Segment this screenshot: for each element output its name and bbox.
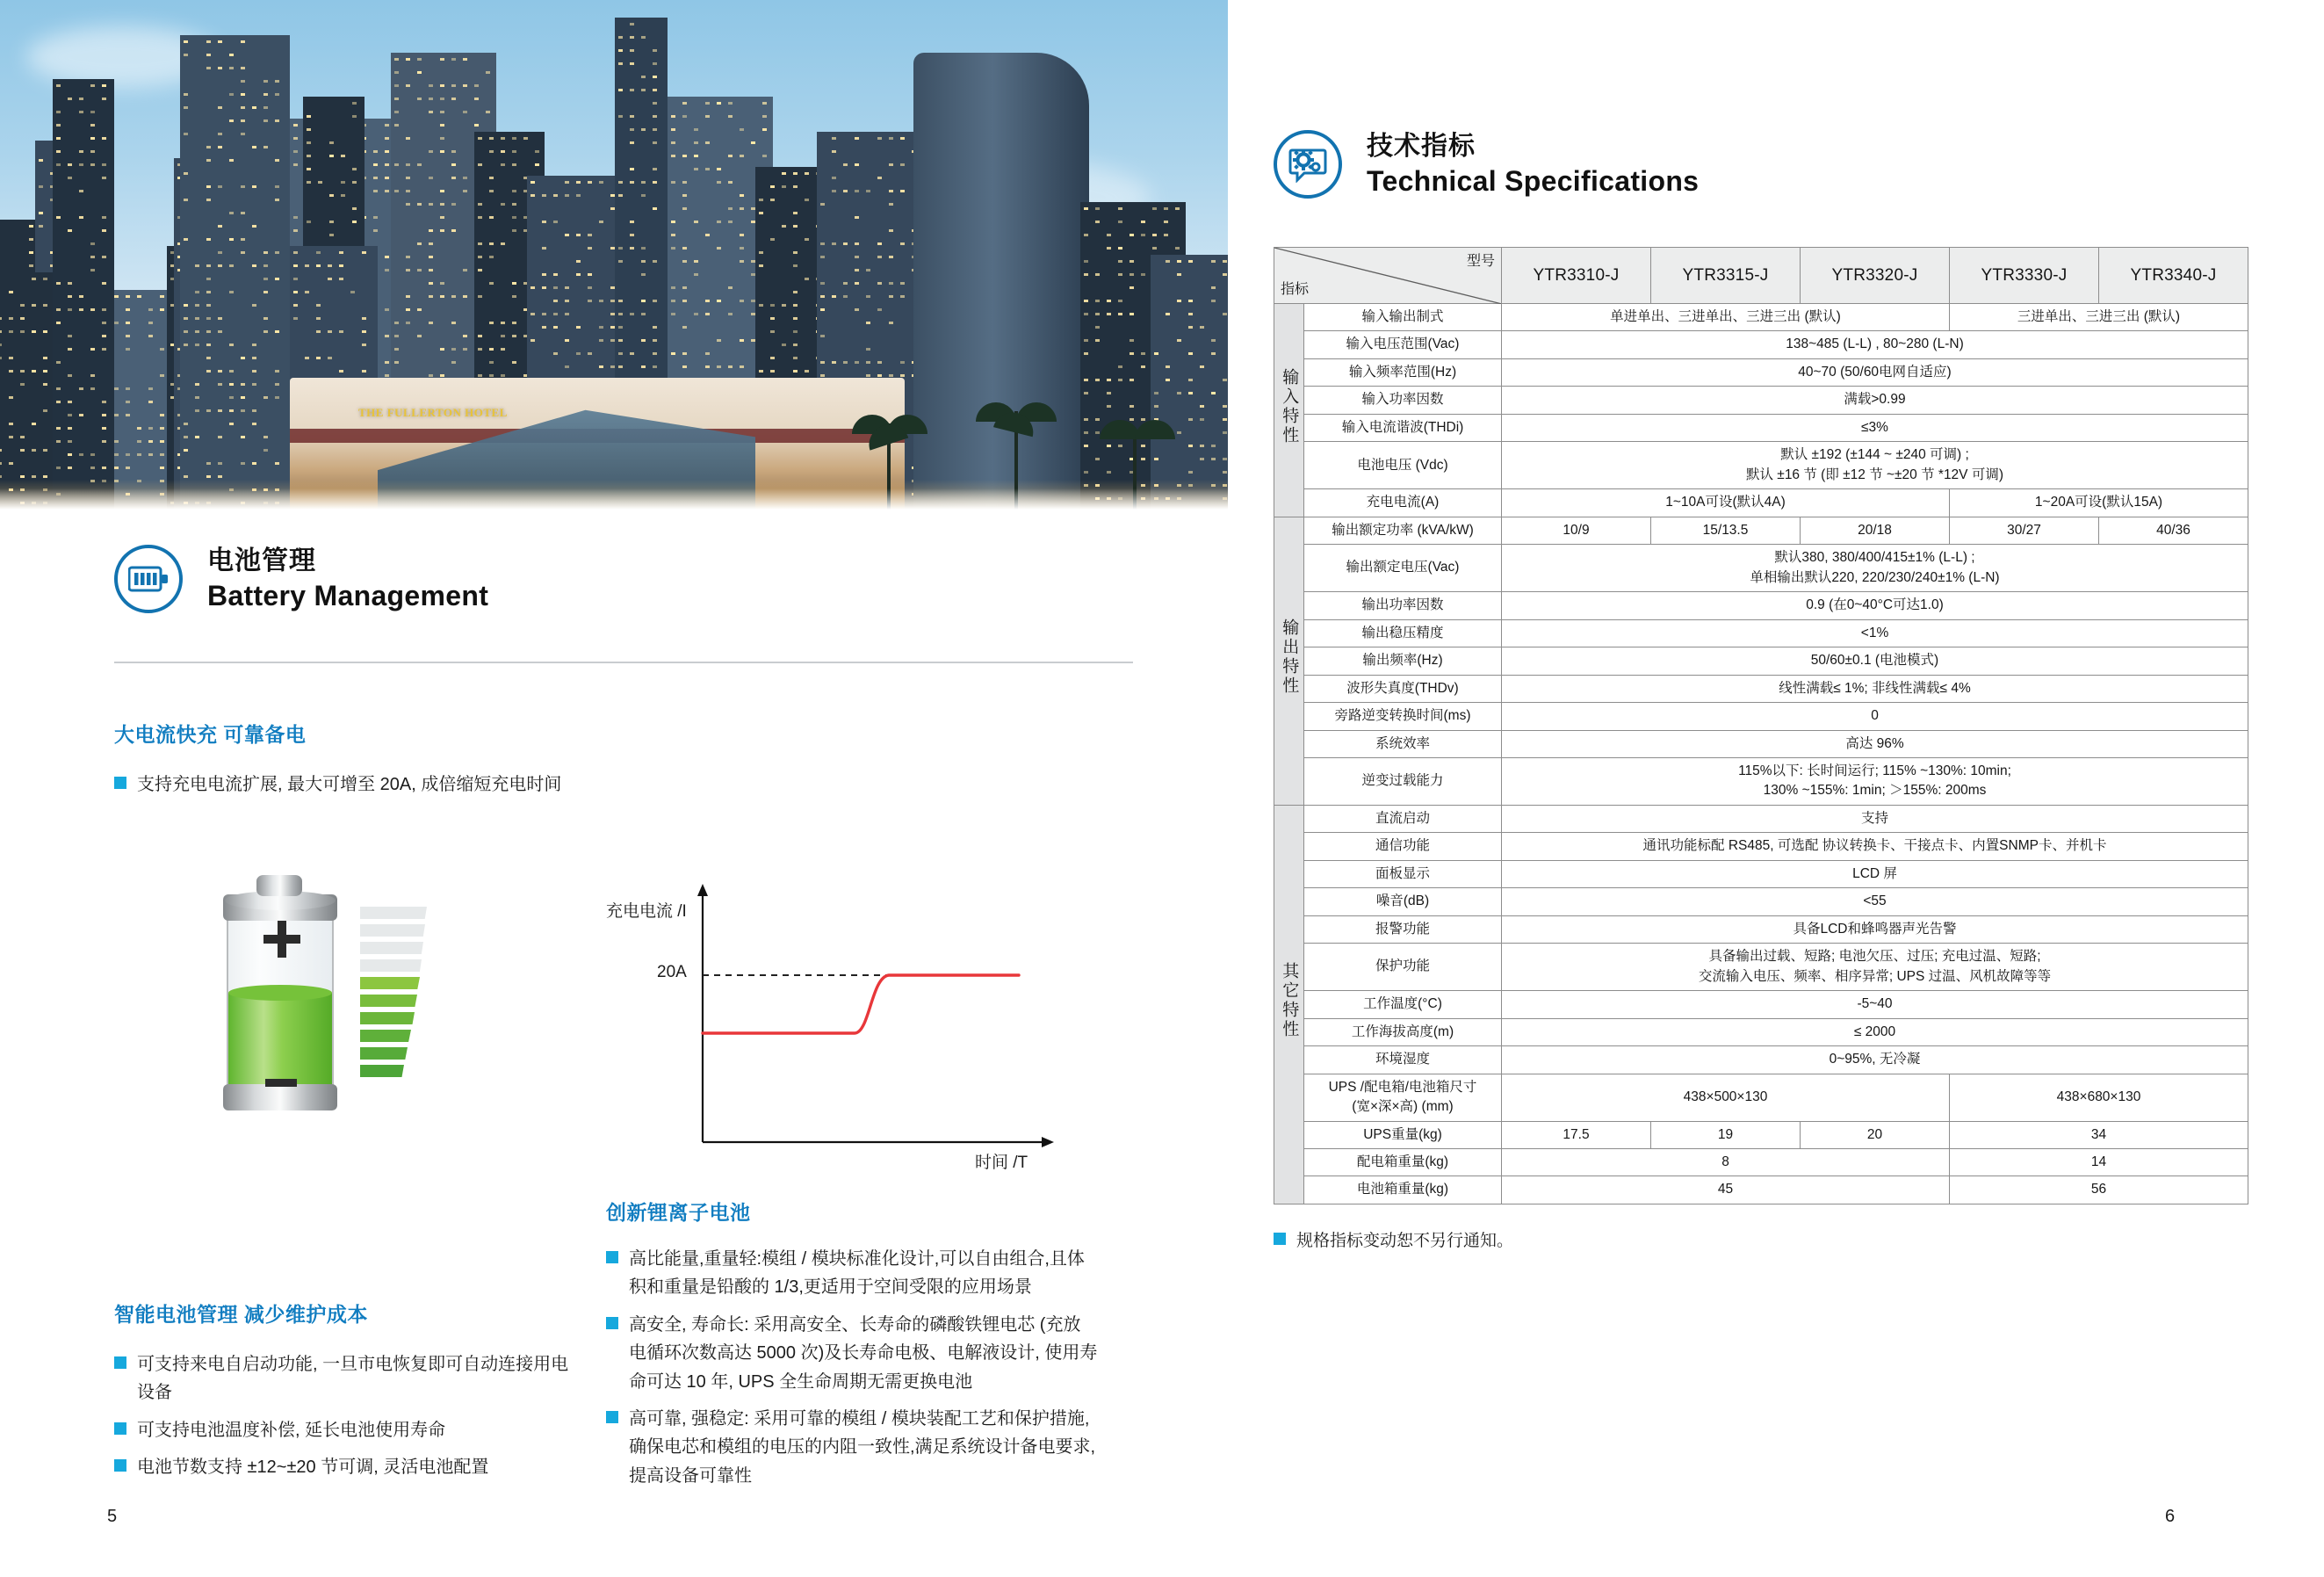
gauge-bar-empty bbox=[360, 924, 425, 937]
table-model-header: YTR3340-J bbox=[2099, 248, 2248, 304]
section-title-cn: 技术指标 bbox=[1367, 132, 1476, 162]
table-row-label: 输出额定功率 (kVA/kW) bbox=[1304, 517, 1502, 544]
gauge-bar-empty bbox=[360, 907, 427, 919]
table-cell: 三进单出、三进三出 (默认) bbox=[1950, 304, 2248, 331]
table-row-label: 输入输出制式 bbox=[1304, 304, 1502, 331]
table-group-label: 输入特性 bbox=[1274, 304, 1304, 517]
table-row bbox=[1274, 358, 2248, 386]
bullet-item bbox=[606, 1311, 1098, 1396]
battery-icon bbox=[114, 545, 183, 613]
table-cell: 20 bbox=[1801, 1121, 1950, 1148]
table-cell: 默认 ±192 (±144 ~ ±240 可调) ; 默认 ±16 节 (即 ±12 节 ~±20 节 *12V 可调) bbox=[1502, 442, 2248, 489]
bullet-text: 高可靠, 强稳定: 采用可靠的模组 / 模块装配工艺和保护措施,确保电芯和模组的电压的内阻一致性,满足系统设计备电要求, 提高设备可靠性 bbox=[629, 1408, 1096, 1486]
photo-bottom-fade bbox=[0, 488, 1228, 510]
table-row-label: 输出频率(Hz) bbox=[1304, 647, 1502, 675]
table-corner-cell bbox=[1274, 248, 1502, 304]
bullet-item bbox=[114, 1350, 571, 1407]
table-cell: 40/36 bbox=[2099, 517, 2248, 544]
table-row bbox=[1274, 387, 2248, 414]
table-cell: 10/9 bbox=[1502, 517, 1651, 544]
bullet-square-icon bbox=[1274, 1233, 1286, 1245]
right-page bbox=[1230, 0, 2324, 1577]
table-row-label: 保护功能 bbox=[1304, 944, 1502, 991]
table-row-label: 工作温度(°C) bbox=[1304, 991, 1502, 1018]
chart-ylabel: 充电电流 /I bbox=[606, 902, 687, 921]
table-row bbox=[1274, 331, 2248, 358]
table-row bbox=[1274, 888, 2248, 915]
heading-divider bbox=[114, 662, 1133, 663]
block-heading: 大电流快充 可靠备电 bbox=[114, 723, 307, 746]
section-title-en: Technical Specifications bbox=[1367, 164, 1700, 197]
section-titles bbox=[207, 545, 488, 613]
table-row bbox=[1274, 757, 2248, 805]
table-cell: <55 bbox=[1502, 888, 2248, 915]
table-row bbox=[1274, 619, 2248, 647]
table-row bbox=[1274, 1149, 2248, 1176]
block-lithium-battery bbox=[606, 1197, 1098, 1499]
section-title-en: Battery Management bbox=[207, 579, 489, 611]
fullerton-sign-text: THE FULLERTON HOTEL bbox=[358, 406, 508, 419]
table-cell: LCD 屏 bbox=[1502, 860, 2248, 887]
charge-current-chart bbox=[606, 879, 1080, 1177]
table-row-label: 输入频率范围(Hz) bbox=[1304, 358, 1502, 386]
table-row-label: 电池电压 (Vdc) bbox=[1304, 442, 1502, 489]
gauge-bar-filled bbox=[360, 977, 420, 989]
table-cell: 0.9 (在0~40°C可达1.0) bbox=[1502, 592, 2248, 619]
bullet-square-icon bbox=[114, 1356, 126, 1369]
table-cell: 通讯功能标配 RS485, 可选配 协议转换卡、干接点卡、内置SNMP卡、并机卡 bbox=[1502, 833, 2248, 860]
table-cell: -5~40 bbox=[1502, 991, 2248, 1018]
table-cell: ≤3% bbox=[1502, 414, 2248, 441]
table-cell: 线性满载≤ 1%; 非线性满载≤ 4% bbox=[1502, 675, 2248, 702]
table-cell: 支持 bbox=[1502, 805, 2248, 832]
battery-base bbox=[223, 1084, 337, 1110]
chart-xlabel: 时间 /T bbox=[975, 1154, 1028, 1172]
table-row bbox=[1274, 1046, 2248, 1074]
battery-illustration bbox=[204, 868, 450, 1132]
chart-annotation-20a: 20A bbox=[657, 963, 687, 981]
footnote-text: 规格指标变动恕不另行通知。 bbox=[1296, 1232, 1514, 1250]
table-row bbox=[1274, 730, 2248, 757]
table-cell: 15/13.5 bbox=[1651, 517, 1801, 544]
gear-chat-icon bbox=[1274, 130, 1342, 199]
table-row-label: UPS重量(kg) bbox=[1304, 1121, 1502, 1148]
table-row-label: 输入电流谐波(THDi) bbox=[1304, 414, 1502, 441]
table-cell: 单进单出、三进单出、三进三出 (默认) bbox=[1502, 304, 1950, 331]
table-cell: 具备LCD和蜂鸣器声光告警 bbox=[1502, 915, 2248, 943]
table-row bbox=[1274, 414, 2248, 441]
table-cell: 20/18 bbox=[1801, 517, 1950, 544]
gauge-bar-filled bbox=[360, 995, 417, 1007]
table-cell: 1~10A可设(默认4A) bbox=[1502, 489, 1950, 517]
table-row-label: 旁路逆变转换时间(ms) bbox=[1304, 703, 1502, 730]
table-row-label: 输出额定电压(Vac) bbox=[1304, 545, 1502, 592]
table-cell: 0 bbox=[1502, 703, 2248, 730]
table-cell: 50/60±0.1 (电池模式) bbox=[1502, 647, 2248, 675]
building bbox=[1151, 255, 1228, 510]
table-cell: 高达 96% bbox=[1502, 730, 2248, 757]
gauge-bar-filled bbox=[360, 1047, 408, 1060]
page-number-right: 6 bbox=[2165, 1507, 2176, 1526]
corner-label-model: 型号 bbox=[1466, 254, 1495, 269]
table-row-label: 输入电压范围(Vac) bbox=[1304, 331, 1502, 358]
table-cell: 138~485 (L-L) , 80~280 (L-N) bbox=[1502, 331, 2248, 358]
table-cell: 34 bbox=[1950, 1121, 2248, 1148]
table-model-header: YTR3320-J bbox=[1801, 248, 1950, 304]
table-cell: 17.5 bbox=[1502, 1121, 1651, 1148]
table-cell: 默认380, 380/400/415±1% (L-L) ; 单相输出默认220, 220/230/240±1% (L-N) bbox=[1502, 545, 2248, 592]
table-cell: 30/27 bbox=[1950, 517, 2099, 544]
table-row bbox=[1274, 1176, 2248, 1204]
table-row bbox=[1274, 675, 2248, 702]
table-row bbox=[1274, 517, 2248, 544]
bullet-text: 高安全, 寿命长: 采用高安全、长寿命的磷酸铁锂电芯 (充放电循环次数高达 5000 次)及长寿命电极、电解液设计, 使用寿命可达 10 年, UPS 全生命周期无需更换电池 bbox=[629, 1314, 1098, 1392]
bullet-item bbox=[114, 1416, 571, 1444]
bullet-text: 电池节数支持 ±12~±20 节可调, 灵活电池配置 bbox=[137, 1458, 489, 1478]
technical-specifications-heading bbox=[1274, 130, 1699, 199]
table-cell: 14 bbox=[1950, 1149, 2248, 1176]
battery-positive-cap bbox=[256, 875, 302, 896]
table-row bbox=[1274, 860, 2248, 887]
table-model-header: YTR3310-J bbox=[1502, 248, 1651, 304]
table-row-label: 环境湿度 bbox=[1304, 1046, 1502, 1074]
bullet-square-icon bbox=[606, 1411, 618, 1423]
table-cell: 438×680×130 bbox=[1950, 1074, 2248, 1121]
gauge-bar-filled bbox=[360, 1012, 415, 1024]
table-cell: <1% bbox=[1502, 619, 2248, 647]
bullet-text: 支持充电电流扩展, 最大可增至 20A, 成倍缩短充电时间 bbox=[137, 775, 562, 794]
hero-photo-singapore-skyline bbox=[0, 0, 1228, 510]
table-row-label: 输出稳压精度 bbox=[1304, 619, 1502, 647]
table-row-label: UPS /配电箱/电池箱尺寸 (宽×深×高) (mm) bbox=[1304, 1074, 1502, 1121]
block-fast-charge bbox=[114, 719, 817, 807]
building-tall bbox=[180, 35, 290, 510]
bullet-square-icon bbox=[606, 1251, 618, 1263]
table-row-label: 通信功能 bbox=[1304, 833, 1502, 860]
table-body bbox=[1274, 304, 2248, 1204]
table-footnote bbox=[1274, 1227, 1513, 1251]
block-heading: 创新锂离子电池 bbox=[606, 1201, 751, 1224]
table-row-label: 电池箱重量(kg) bbox=[1304, 1176, 1502, 1204]
table-row-label: 报警功能 bbox=[1304, 915, 1502, 943]
table-row-label: 系统效率 bbox=[1304, 730, 1502, 757]
table-group-label: 其它特性 bbox=[1274, 805, 1304, 1204]
table-row bbox=[1274, 1121, 2248, 1148]
plus-icon bbox=[263, 935, 300, 944]
bullet-square-icon bbox=[606, 1317, 618, 1329]
table-cell: 115%以下: 长时间运行; 115% ~130%: 10min; 130% ~155%: 1min; ＞155%: 200ms bbox=[1502, 757, 2248, 805]
table-row bbox=[1274, 1074, 2248, 1121]
table-cell: 45 bbox=[1502, 1176, 1950, 1204]
table-row bbox=[1274, 944, 2248, 991]
table-row-label: 配电箱重量(kg) bbox=[1304, 1149, 1502, 1176]
table-row-label: 直流启动 bbox=[1304, 805, 1502, 832]
minus-icon bbox=[265, 1079, 297, 1087]
gauge-bar-filled bbox=[360, 1030, 411, 1042]
table-cell: 1~20A可设(默认15A) bbox=[1950, 489, 2248, 517]
gauge-bar-empty bbox=[360, 942, 423, 954]
table-row-label: 输入功率因数 bbox=[1304, 387, 1502, 414]
table-row-label: 充电电流(A) bbox=[1304, 489, 1502, 517]
bullet-item bbox=[606, 1405, 1098, 1490]
table-cell: 0~95%, 无冷凝 bbox=[1502, 1046, 2248, 1074]
table-row bbox=[1274, 489, 2248, 517]
page-number-left: 5 bbox=[107, 1507, 118, 1526]
bullet-item bbox=[114, 1453, 571, 1481]
bullet-item bbox=[606, 1245, 1098, 1302]
bullet-square-icon bbox=[114, 777, 126, 789]
table-cell: 40~70 (50/60电网自适应) bbox=[1502, 358, 2248, 386]
table-model-header: YTR3315-J bbox=[1651, 248, 1801, 304]
table-cell: 56 bbox=[1950, 1176, 2248, 1204]
section-titles bbox=[1367, 130, 1699, 199]
table-model-header: YTR3330-J bbox=[1950, 248, 2099, 304]
table-row bbox=[1274, 1018, 2248, 1045]
table-cell: 8 bbox=[1502, 1149, 1950, 1176]
block-heading: 智能电池管理 减少维护成本 bbox=[114, 1303, 368, 1326]
table-row bbox=[1274, 805, 2248, 832]
table-row bbox=[1274, 545, 2248, 592]
bullet-text: 可支持来电自启动功能, 一旦市电恢复即可自动连接用电设备 bbox=[137, 1355, 569, 1403]
table-row-label: 波形失真度(THDv) bbox=[1304, 675, 1502, 702]
bullet-text: 可支持电池温度补偿, 延长电池使用寿命 bbox=[137, 1420, 446, 1440]
bullet-item bbox=[114, 770, 817, 799]
battery-management-heading bbox=[114, 545, 488, 613]
table-group-label: 输出特性 bbox=[1274, 517, 1304, 805]
table-cell: ≤ 2000 bbox=[1502, 1018, 2248, 1045]
table-row bbox=[1274, 833, 2248, 860]
table-row bbox=[1274, 647, 2248, 675]
table-cell: 19 bbox=[1651, 1121, 1801, 1148]
table-row bbox=[1274, 703, 2248, 730]
curved-tower bbox=[913, 53, 1089, 510]
table-row-label: 面板显示 bbox=[1304, 860, 1502, 887]
building-spire bbox=[53, 79, 114, 510]
technical-specifications-table bbox=[1274, 247, 2248, 1204]
table-header-row bbox=[1274, 248, 2248, 304]
corner-label-index: 指标 bbox=[1281, 281, 1310, 297]
bullet-square-icon bbox=[114, 1459, 126, 1472]
block-smart-battery-management bbox=[114, 1298, 571, 1491]
table-cell: 具备输出过载、短路; 电池欠压、过压; 充电过温、短路; 交流输入电压、频率、相序异常; UPS 过温、风机故障等等 bbox=[1502, 944, 2248, 991]
gauge-bar-empty bbox=[360, 959, 422, 972]
charge-gauge bbox=[360, 907, 427, 1082]
table-row-label: 输出功率因数 bbox=[1304, 592, 1502, 619]
bullet-text: 高比能量,重量轻:模组 / 模块标准化设计,可以自由组合,且体积和重量是铅酸的 1/3,更适用于空间受限的应用场景 bbox=[629, 1249, 1085, 1298]
gauge-bar-filled bbox=[360, 1065, 404, 1077]
table-row-label: 逆变过载能力 bbox=[1304, 757, 1502, 805]
table-row bbox=[1274, 991, 2248, 1018]
table-row bbox=[1274, 592, 2248, 619]
table-row-label: 噪音(dB) bbox=[1304, 888, 1502, 915]
table-cell: 438×500×130 bbox=[1502, 1074, 1950, 1121]
table-row bbox=[1274, 442, 2248, 489]
bullet-square-icon bbox=[114, 1422, 126, 1435]
section-title-cn: 电池管理 bbox=[207, 546, 316, 576]
table-row bbox=[1274, 915, 2248, 943]
table-row-label: 工作海拔高度(m) bbox=[1304, 1018, 1502, 1045]
table-row bbox=[1274, 304, 2248, 331]
table-cell: 满载>0.99 bbox=[1502, 387, 2248, 414]
